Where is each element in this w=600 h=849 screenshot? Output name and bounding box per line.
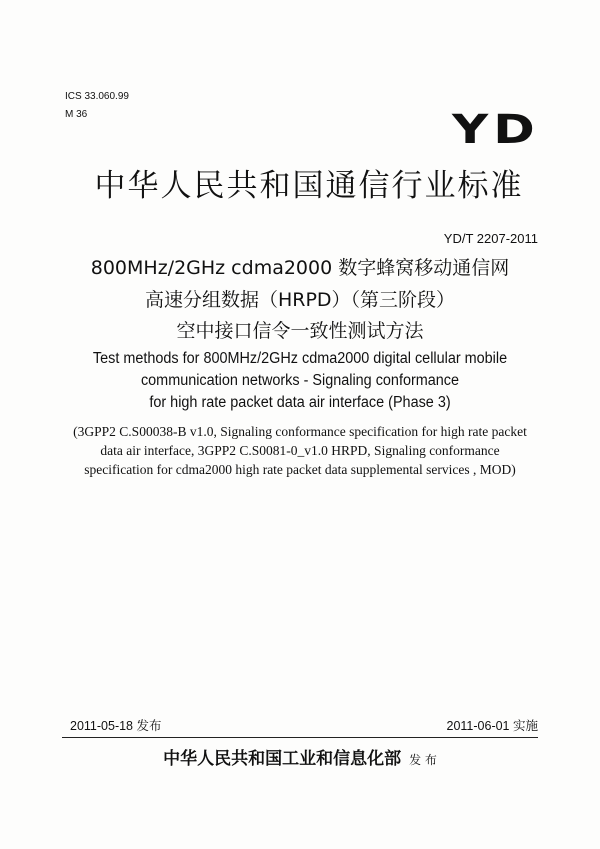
reference-line: specification for cdma2000 high rate packet data supplemental services , MOD) xyxy=(84,462,516,477)
issue-date: 2011-05-18 发布 xyxy=(70,719,162,733)
publisher xyxy=(0,744,600,769)
publish-label: 发 布 xyxy=(409,753,437,767)
ics-code: ICS 33.060.99 xyxy=(65,91,129,102)
yd-logo: YD xyxy=(452,107,540,153)
title-en-line: communication networks - Signaling conformance xyxy=(140,372,460,389)
reference-line: data air interface, 3GPP2 C.S0081-0_v1.0 HRPD, Signaling conformance xyxy=(100,443,500,458)
publisher-name: 中华人民共和国工业和信息化部 xyxy=(163,749,402,769)
standard-number: YD/T 2207-2011 xyxy=(443,231,538,246)
title-en-line: for high rate packet data air interface (Phase 3) xyxy=(149,394,451,411)
title-cn-line: 高速分组数据（HRPD）（第三阶段） xyxy=(144,289,456,311)
title-cn-line: 800MHz/2GHz cdma2000 数字蜂窝移动通信网 xyxy=(90,257,510,279)
standard-category: 中华人民共和国通信行业标准 xyxy=(94,168,524,204)
implement-date: 2011-06-01 实施 xyxy=(446,719,538,733)
title-en-line: Test methods for 800MHz/2GHz cdma2000 digital cellular mobile xyxy=(92,350,508,367)
title-cn-line: 空中接口信令一致性测试方法 xyxy=(176,320,424,342)
ccs-code: M 36 xyxy=(65,109,88,120)
divider xyxy=(62,737,538,738)
reference-line: (3GPP2 C.S00038-B v1.0, Signaling conformance specification for high rate packet xyxy=(73,424,527,439)
